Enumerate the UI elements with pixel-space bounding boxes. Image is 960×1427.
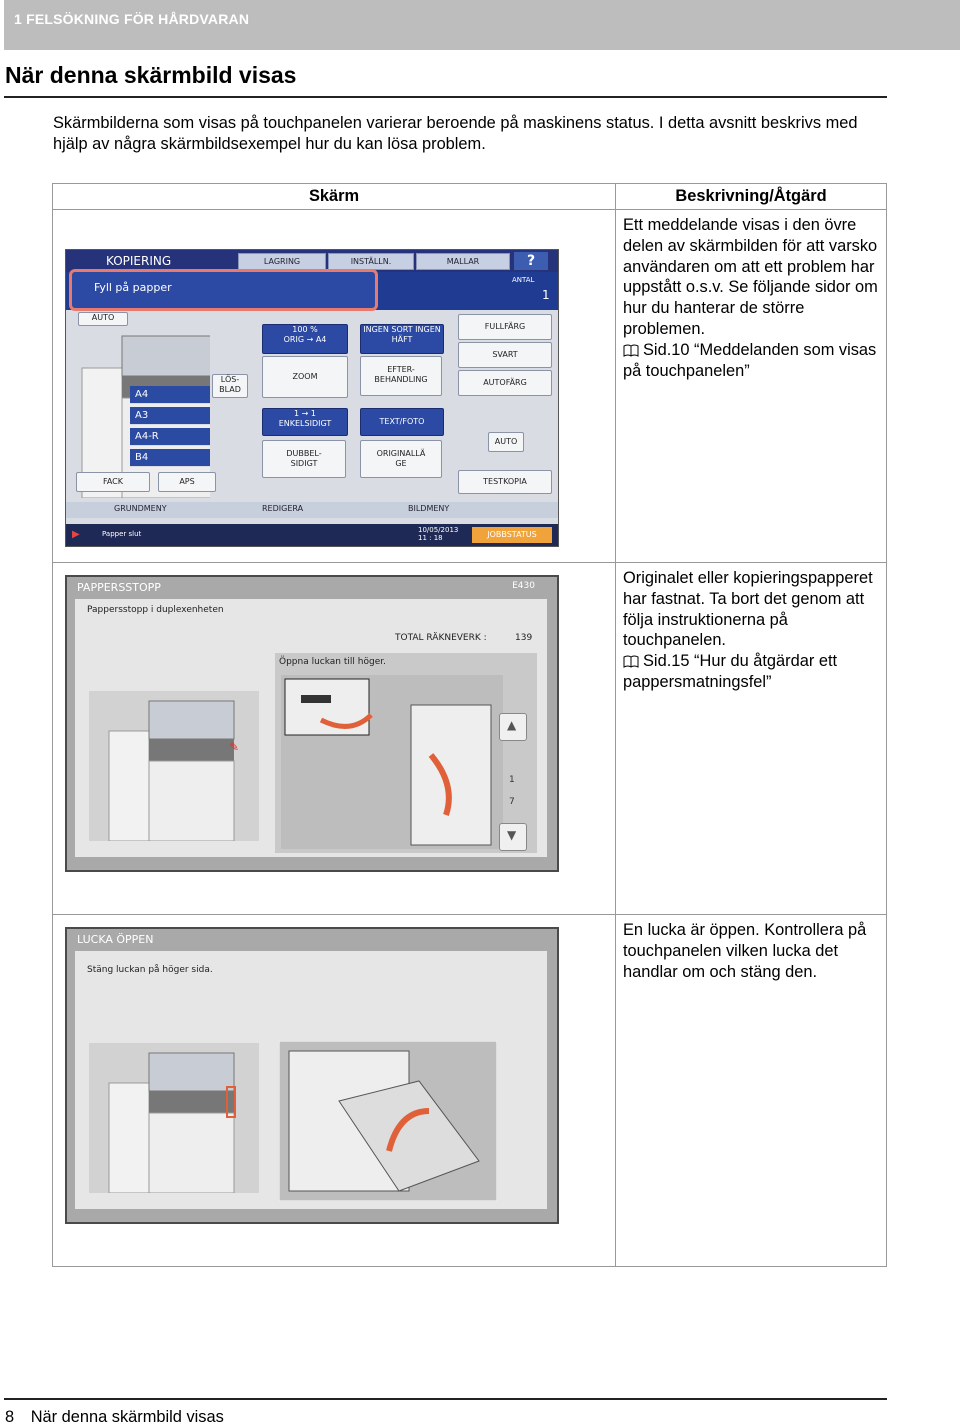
paper-a4[interactable]: A4	[130, 386, 210, 404]
tab-installn[interactable]: INSTÄLLN.	[328, 253, 414, 270]
total-counter-value: 139	[515, 633, 533, 643]
screen-subtitle: Pappersstopp i duplexenheten	[87, 605, 224, 615]
description-text: Originalet eller kopieringspapperet har fastnat. Ta bort det genom att följa instruktionerna på touchpanelen.	[623, 569, 873, 650]
aps-button[interactable]: APS	[158, 472, 216, 492]
page-number: 8	[5, 1408, 15, 1426]
chevron-down-icon: ▼	[507, 828, 517, 842]
chapter-bar	[4, 0, 960, 50]
job-status-button[interactable]: JOBBSTATUS	[472, 527, 552, 543]
date-time	[418, 526, 458, 542]
svg-text:✎: ✎	[229, 740, 240, 754]
total-counter-label: TOTAL RÄKNEVERK :	[395, 633, 487, 643]
density-auto-button[interactable]: AUTO	[488, 432, 524, 452]
paper-a4r[interactable]: A4-R	[130, 428, 210, 446]
screen-table	[52, 183, 887, 1267]
copy-screen-screenshot	[65, 249, 559, 547]
footer-title: När denna skärmbild visas	[30, 1408, 224, 1426]
ratio-display[interactable]	[262, 324, 348, 354]
ratio-value: 100 %	[292, 325, 318, 334]
screen-cell	[53, 563, 616, 915]
column-header-description: Beskrivning/Åtgärd	[616, 184, 887, 210]
page-current: 1	[509, 775, 515, 785]
page-reference	[623, 340, 880, 382]
zoom-button[interactable]: ZOOM	[262, 356, 348, 398]
tab-grundmeny[interactable]: GRUNDMENY	[114, 504, 167, 513]
paper-jam-screenshot	[65, 575, 559, 872]
tab-bildmeny[interactable]: BILDMENY	[408, 504, 450, 513]
paper-a3[interactable]: A3	[130, 407, 210, 425]
page-total: 7	[509, 797, 515, 807]
full-color-button[interactable]: FULLFÄRG	[458, 314, 552, 340]
column-header-screen: Skärm	[53, 184, 616, 210]
antal-value: 1	[542, 288, 550, 302]
help-button[interactable]: ?	[514, 252, 548, 270]
chapter-title: 1 FELSÖKNING FÖR HÅRDVARAN	[14, 11, 250, 27]
simplex-display[interactable]: 1 → 1 ENKELSIDIGT	[262, 408, 348, 436]
page-reference	[623, 651, 880, 693]
book-icon	[623, 344, 639, 357]
copier-illustration	[89, 1043, 259, 1193]
orig-value: ORIG → A4	[283, 335, 327, 344]
auto-color-button[interactable]: AUTOFÄRG	[458, 370, 552, 396]
tab-lagring[interactable]: LAGRING	[238, 253, 326, 270]
copier-illustration	[89, 691, 259, 841]
screen-title: PAPPERSSTOPP	[77, 581, 161, 594]
screen-cell	[53, 915, 616, 1267]
reference-text: Sid.10 “Meddelanden som visas på touchpanelen”	[623, 340, 877, 380]
screen-cell	[53, 210, 616, 563]
instruction-panel	[275, 653, 537, 853]
original-orientation-button[interactable]: ORIGINALLÄ GE	[360, 440, 442, 478]
tray-button[interactable]: FACK	[76, 472, 150, 492]
book-icon	[623, 655, 639, 668]
table-row	[53, 915, 887, 1267]
scroll-down-button[interactable]	[499, 823, 527, 851]
screen-subtitle: Stäng luckan på höger sida.	[87, 965, 213, 975]
screen-title: LUCKA ÖPPEN	[77, 933, 154, 946]
sort-staple-display[interactable]: INGEN SORT INGEN HÄFT	[360, 324, 444, 354]
description-text: En lucka är öppen. Kontrollera på touchpanelen vilken lucka det handlar om och stäng den.	[623, 921, 867, 981]
tab-redigera[interactable]: REDIGERA	[262, 504, 304, 513]
tab-mallar[interactable]: MALLAR	[416, 253, 510, 270]
screen-title: KOPIERING	[106, 254, 172, 268]
door-open-screenshot	[65, 927, 559, 1224]
description-text: Ett meddelande visas i den övre delen av skärmbilden för att varsko användaren om att ett problem har uppstått o.s.v. Se följande sidor om hur du hanterar de större problemen.	[623, 216, 878, 338]
finishing-button[interactable]: EFTER- BEHANDLING	[360, 356, 442, 396]
page-title: När denna skärmbild visas	[5, 62, 297, 88]
description-cell	[616, 210, 887, 563]
heading-divider	[4, 96, 887, 98]
time-value: 11 : 18	[418, 534, 443, 542]
open-door-illustration	[279, 1041, 497, 1201]
door-illustration	[281, 675, 503, 849]
text-photo-display[interactable]: TEXT/FOTO	[360, 408, 444, 436]
chevron-up-icon: ▲	[507, 718, 517, 732]
message-text: Fyll på papper	[94, 281, 172, 294]
description-cell	[616, 563, 887, 915]
footer-divider	[4, 1398, 887, 1400]
status-text: Papper slut	[102, 530, 142, 538]
play-icon: ▶	[72, 529, 80, 540]
table-row	[53, 563, 887, 915]
reference-text: Sid.15 “Hur du åtgärdar ett pappersmatningsfel”	[623, 652, 838, 691]
date-value: 10/05/2013	[418, 526, 459, 534]
description-cell	[616, 915, 887, 1267]
paper-b4[interactable]: B4	[130, 449, 210, 467]
los-blad-button[interactable]: LÖS- BLAD	[212, 374, 248, 398]
message-box	[69, 269, 378, 311]
error-code: E430	[512, 581, 535, 591]
instruction-text: Öppna luckan till höger.	[279, 657, 386, 667]
table-row	[53, 210, 887, 563]
auto-button[interactable]: AUTO	[78, 312, 128, 326]
black-button[interactable]: SVART	[458, 342, 552, 368]
scroll-up-button[interactable]	[499, 713, 527, 741]
page-footer	[5, 1408, 224, 1427]
antal-label: ANTAL	[512, 276, 535, 284]
intro-paragraph: Skärmbilderna som visas på touchpanelen varierar beroende på maskinens status. I detta avsnitt beskrivs med hjälp av några skärmbildsexempel hur du kan lösa problem.	[53, 114, 858, 153]
test-copy-button[interactable]: TESTKOPIA	[458, 470, 552, 494]
duplex-button[interactable]: DUBBEL- SIDIGT	[262, 440, 346, 478]
